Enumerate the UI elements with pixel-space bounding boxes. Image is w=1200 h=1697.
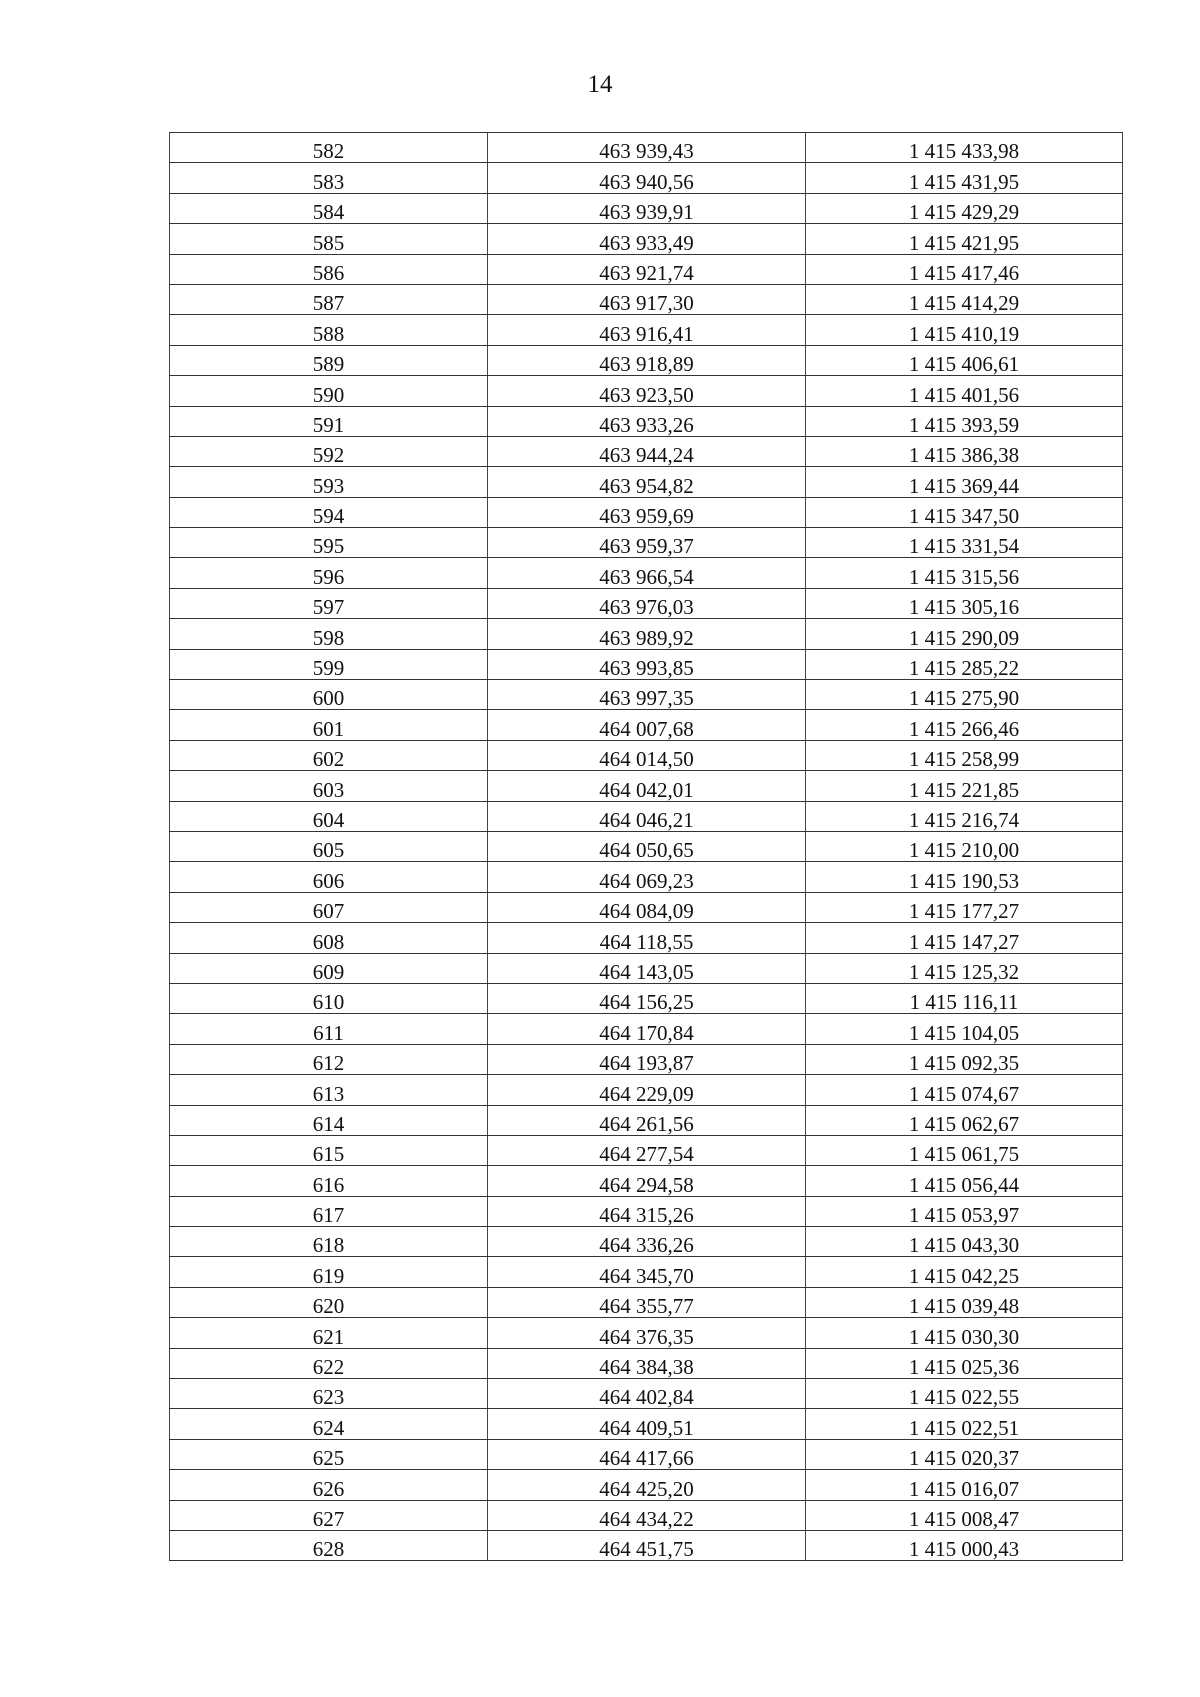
- point-number-cell: 610: [170, 983, 488, 1013]
- point-number-cell: 608: [170, 923, 488, 953]
- point-number-cell: 627: [170, 1500, 488, 1530]
- table-row: [170, 1105, 1123, 1135]
- x-coordinate-cell: 463 933,26: [488, 406, 806, 436]
- table-row: [170, 1500, 1123, 1530]
- x-coordinate-cell: 464 046,21: [488, 801, 806, 831]
- y-coordinate-cell: 1 415 275,90: [806, 680, 1123, 710]
- table-row: [170, 801, 1123, 831]
- y-coordinate-cell: 1 415 431,95: [806, 163, 1123, 193]
- point-number-cell: 622: [170, 1348, 488, 1378]
- table-row: [170, 315, 1123, 345]
- table-row: [170, 862, 1123, 892]
- table-row: [170, 1530, 1123, 1560]
- x-coordinate-cell: 464 376,35: [488, 1318, 806, 1348]
- x-coordinate-cell: 463 944,24: [488, 436, 806, 466]
- point-number-cell: 623: [170, 1379, 488, 1409]
- point-number-cell: 587: [170, 284, 488, 314]
- y-coordinate-cell: 1 415 000,43: [806, 1530, 1123, 1560]
- x-coordinate-cell: 463 939,43: [488, 133, 806, 163]
- y-coordinate-cell: 1 415 104,05: [806, 1014, 1123, 1044]
- y-coordinate-cell: 1 415 022,55: [806, 1379, 1123, 1409]
- y-coordinate-cell: 1 415 331,54: [806, 528, 1123, 558]
- x-coordinate-cell: 464 193,87: [488, 1044, 806, 1074]
- table-row: [170, 1409, 1123, 1439]
- y-coordinate-cell: 1 415 266,46: [806, 710, 1123, 740]
- table-row: [170, 558, 1123, 588]
- y-coordinate-cell: 1 415 039,48: [806, 1287, 1123, 1317]
- x-coordinate-cell: 463 993,85: [488, 649, 806, 679]
- point-number-cell: 591: [170, 406, 488, 436]
- table-row: [170, 923, 1123, 953]
- y-coordinate-cell: 1 415 177,27: [806, 892, 1123, 922]
- y-coordinate-cell: 1 415 315,56: [806, 558, 1123, 588]
- x-coordinate-cell: 463 976,03: [488, 588, 806, 618]
- table-row: [170, 224, 1123, 254]
- table-row: [170, 649, 1123, 679]
- y-coordinate-cell: 1 415 125,32: [806, 953, 1123, 983]
- table-row: [170, 1287, 1123, 1317]
- x-coordinate-cell: 464 170,84: [488, 1014, 806, 1044]
- y-coordinate-cell: 1 415 042,25: [806, 1257, 1123, 1287]
- point-number-cell: 619: [170, 1257, 488, 1287]
- x-coordinate-cell: 463 916,41: [488, 315, 806, 345]
- table-row: [170, 892, 1123, 922]
- x-coordinate-cell: 463 917,30: [488, 284, 806, 314]
- table-row: [170, 771, 1123, 801]
- y-coordinate-cell: 1 415 030,30: [806, 1318, 1123, 1348]
- table-row: [170, 1166, 1123, 1196]
- x-coordinate-cell: 464 014,50: [488, 740, 806, 770]
- table-row: [170, 1318, 1123, 1348]
- y-coordinate-cell: 1 415 386,38: [806, 436, 1123, 466]
- x-coordinate-cell: 463 966,54: [488, 558, 806, 588]
- table-row: [170, 133, 1123, 163]
- x-coordinate-cell: 464 050,65: [488, 831, 806, 861]
- table-row: [170, 619, 1123, 649]
- table-row: [170, 1044, 1123, 1074]
- point-number-cell: 595: [170, 528, 488, 558]
- table-row: [170, 740, 1123, 770]
- table-row: [170, 680, 1123, 710]
- x-coordinate-cell: 464 345,70: [488, 1257, 806, 1287]
- x-coordinate-cell: 464 156,25: [488, 983, 806, 1013]
- point-number-cell: 616: [170, 1166, 488, 1196]
- table-row: [170, 1135, 1123, 1165]
- y-coordinate-cell: 1 415 061,75: [806, 1135, 1123, 1165]
- table-row: [170, 528, 1123, 558]
- y-coordinate-cell: 1 415 393,59: [806, 406, 1123, 436]
- y-coordinate-cell: 1 415 421,95: [806, 224, 1123, 254]
- point-number-cell: 592: [170, 436, 488, 466]
- x-coordinate-cell: 463 923,50: [488, 376, 806, 406]
- table-row: [170, 436, 1123, 466]
- x-coordinate-cell: 464 425,20: [488, 1470, 806, 1500]
- x-coordinate-cell: 463 954,82: [488, 467, 806, 497]
- table-row: [170, 1014, 1123, 1044]
- y-coordinate-cell: 1 415 092,35: [806, 1044, 1123, 1074]
- y-coordinate-cell: 1 415 433,98: [806, 133, 1123, 163]
- table-row: [170, 1257, 1123, 1287]
- x-coordinate-cell: 463 940,56: [488, 163, 806, 193]
- y-coordinate-cell: 1 415 147,27: [806, 923, 1123, 953]
- table-row: [170, 497, 1123, 527]
- y-coordinate-cell: 1 415 210,00: [806, 831, 1123, 861]
- x-coordinate-cell: 463 918,89: [488, 345, 806, 375]
- y-coordinate-cell: 1 415 221,85: [806, 771, 1123, 801]
- y-coordinate-cell: 1 415 410,19: [806, 315, 1123, 345]
- x-coordinate-cell: 464 336,26: [488, 1227, 806, 1257]
- point-number-cell: 594: [170, 497, 488, 527]
- y-coordinate-cell: 1 415 216,74: [806, 801, 1123, 831]
- y-coordinate-cell: 1 415 074,67: [806, 1075, 1123, 1105]
- point-number-cell: 593: [170, 467, 488, 497]
- table-row: [170, 1439, 1123, 1469]
- x-coordinate-cell: 464 118,55: [488, 923, 806, 953]
- point-number-cell: 615: [170, 1135, 488, 1165]
- y-coordinate-cell: 1 415 290,09: [806, 619, 1123, 649]
- y-coordinate-cell: 1 415 417,46: [806, 254, 1123, 284]
- point-number-cell: 604: [170, 801, 488, 831]
- point-number-cell: 618: [170, 1227, 488, 1257]
- table-row: [170, 1470, 1123, 1500]
- table-row: [170, 163, 1123, 193]
- x-coordinate-cell: 464 069,23: [488, 862, 806, 892]
- y-coordinate-cell: 1 415 053,97: [806, 1196, 1123, 1226]
- table-row: [170, 831, 1123, 861]
- x-coordinate-cell: 464 355,77: [488, 1287, 806, 1317]
- y-coordinate-cell: 1 415 258,99: [806, 740, 1123, 770]
- point-number-cell: 617: [170, 1196, 488, 1226]
- y-coordinate-cell: 1 415 020,37: [806, 1439, 1123, 1469]
- y-coordinate-cell: 1 415 414,29: [806, 284, 1123, 314]
- x-coordinate-cell: 464 007,68: [488, 710, 806, 740]
- table-row: [170, 467, 1123, 497]
- y-coordinate-cell: 1 415 369,44: [806, 467, 1123, 497]
- page-number: 14: [587, 71, 613, 98]
- table-row: [170, 953, 1123, 983]
- table-row: [170, 376, 1123, 406]
- x-coordinate-cell: 464 261,56: [488, 1105, 806, 1135]
- point-number-cell: 624: [170, 1409, 488, 1439]
- y-coordinate-cell: 1 415 116,11: [806, 983, 1123, 1013]
- x-coordinate-cell: 464 229,09: [488, 1075, 806, 1105]
- point-number-cell: 598: [170, 619, 488, 649]
- table-row: [170, 193, 1123, 223]
- x-coordinate-cell: 464 384,38: [488, 1348, 806, 1378]
- table-row: [170, 406, 1123, 436]
- point-number-cell: 621: [170, 1318, 488, 1348]
- x-coordinate-cell: 464 451,75: [488, 1530, 806, 1560]
- table-row: [170, 1075, 1123, 1105]
- point-number-cell: 606: [170, 862, 488, 892]
- x-coordinate-cell: 463 959,69: [488, 497, 806, 527]
- point-number-cell: 599: [170, 649, 488, 679]
- coordinates-table-body: [170, 133, 1123, 1561]
- point-number-cell: 583: [170, 163, 488, 193]
- table-row: [170, 588, 1123, 618]
- table-row: [170, 284, 1123, 314]
- table-row: [170, 983, 1123, 1013]
- y-coordinate-cell: 1 415 056,44: [806, 1166, 1123, 1196]
- point-number-cell: 625: [170, 1439, 488, 1469]
- y-coordinate-cell: 1 415 043,30: [806, 1227, 1123, 1257]
- x-coordinate-cell: 463 997,35: [488, 680, 806, 710]
- y-coordinate-cell: 1 415 305,16: [806, 588, 1123, 618]
- x-coordinate-cell: 464 434,22: [488, 1500, 806, 1530]
- y-coordinate-cell: 1 415 025,36: [806, 1348, 1123, 1378]
- point-number-cell: 589: [170, 345, 488, 375]
- point-number-cell: 602: [170, 740, 488, 770]
- point-number-cell: 596: [170, 558, 488, 588]
- x-coordinate-cell: 464 084,09: [488, 892, 806, 922]
- point-number-cell: 607: [170, 892, 488, 922]
- point-number-cell: 586: [170, 254, 488, 284]
- point-number-cell: 614: [170, 1105, 488, 1135]
- point-number-cell: 620: [170, 1287, 488, 1317]
- y-coordinate-cell: 1 415 406,61: [806, 345, 1123, 375]
- point-number-cell: 628: [170, 1530, 488, 1560]
- x-coordinate-cell: 463 933,49: [488, 224, 806, 254]
- x-coordinate-cell: 464 417,66: [488, 1439, 806, 1469]
- x-coordinate-cell: 464 294,58: [488, 1166, 806, 1196]
- table-row: [170, 1196, 1123, 1226]
- point-number-cell: 600: [170, 680, 488, 710]
- point-number-cell: 609: [170, 953, 488, 983]
- y-coordinate-cell: 1 415 347,50: [806, 497, 1123, 527]
- point-number-cell: 582: [170, 133, 488, 163]
- y-coordinate-cell: 1 415 429,29: [806, 193, 1123, 223]
- point-number-cell: 597: [170, 588, 488, 618]
- x-coordinate-cell: 463 921,74: [488, 254, 806, 284]
- y-coordinate-cell: 1 415 190,53: [806, 862, 1123, 892]
- table-row: [170, 1227, 1123, 1257]
- table-row: [170, 345, 1123, 375]
- table-row: [170, 254, 1123, 284]
- x-coordinate-cell: 463 959,37: [488, 528, 806, 558]
- y-coordinate-cell: 1 415 016,07: [806, 1470, 1123, 1500]
- x-coordinate-cell: 464 042,01: [488, 771, 806, 801]
- table-row: [170, 710, 1123, 740]
- x-coordinate-cell: 463 939,91: [488, 193, 806, 223]
- y-coordinate-cell: 1 415 401,56: [806, 376, 1123, 406]
- point-number-cell: 612: [170, 1044, 488, 1074]
- point-number-cell: 601: [170, 710, 488, 740]
- point-number-cell: 585: [170, 224, 488, 254]
- y-coordinate-cell: 1 415 285,22: [806, 649, 1123, 679]
- point-number-cell: 605: [170, 831, 488, 861]
- x-coordinate-cell: 464 315,26: [488, 1196, 806, 1226]
- y-coordinate-cell: 1 415 022,51: [806, 1409, 1123, 1439]
- y-coordinate-cell: 1 415 008,47: [806, 1500, 1123, 1530]
- point-number-cell: 613: [170, 1075, 488, 1105]
- point-number-cell: 611: [170, 1014, 488, 1044]
- table-row: [170, 1379, 1123, 1409]
- x-coordinate-cell: 464 402,84: [488, 1379, 806, 1409]
- point-number-cell: 584: [170, 193, 488, 223]
- x-coordinate-cell: 464 409,51: [488, 1409, 806, 1439]
- x-coordinate-cell: 463 989,92: [488, 619, 806, 649]
- point-number-cell: 590: [170, 376, 488, 406]
- table-row: [170, 1348, 1123, 1378]
- point-number-cell: 603: [170, 771, 488, 801]
- point-number-cell: 626: [170, 1470, 488, 1500]
- coordinates-table: [169, 132, 1123, 1561]
- point-number-cell: 588: [170, 315, 488, 345]
- y-coordinate-cell: 1 415 062,67: [806, 1105, 1123, 1135]
- x-coordinate-cell: 464 277,54: [488, 1135, 806, 1165]
- x-coordinate-cell: 464 143,05: [488, 953, 806, 983]
